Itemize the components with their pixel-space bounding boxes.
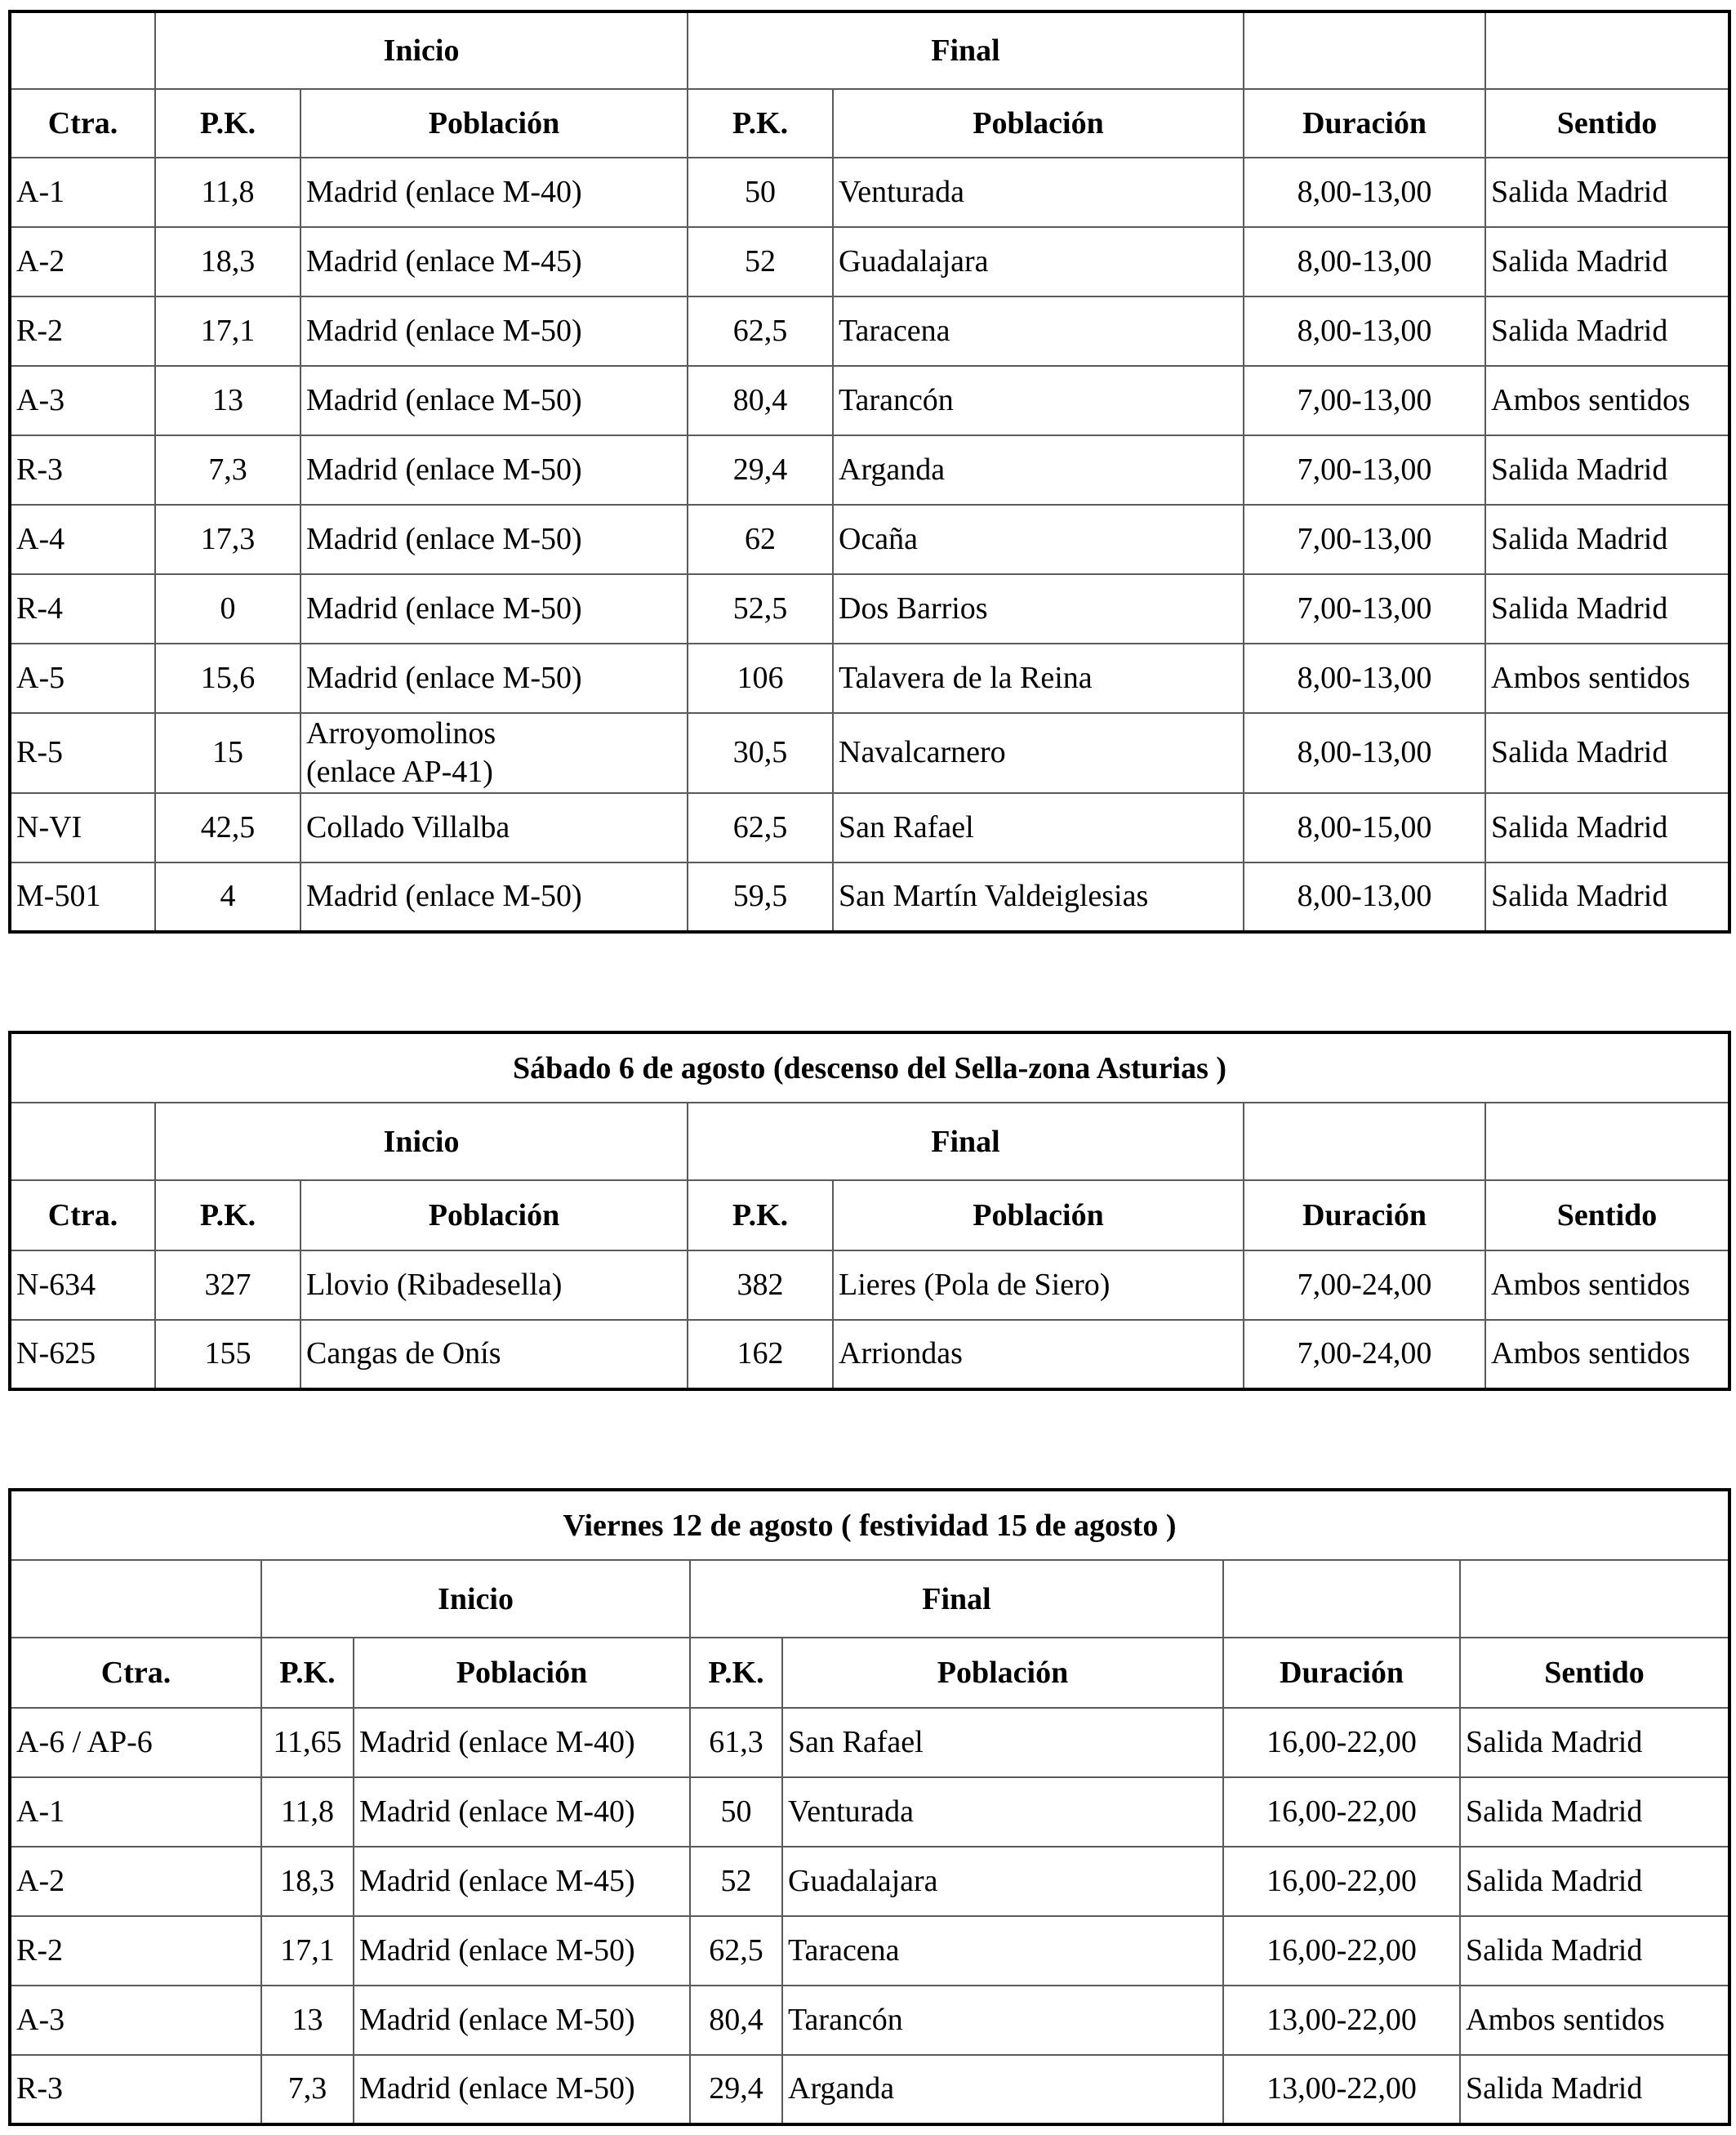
cell-pk-inicio: 327 xyxy=(155,1250,300,1320)
cell-poblacion-final: Tarancón xyxy=(833,366,1244,435)
schedule-table-3 xyxy=(8,1488,1731,2126)
cell-ctra: A-6 / AP-6 xyxy=(10,1708,261,1777)
col-header-pk-inicio: P.K. xyxy=(155,1180,300,1250)
cell-duracion: 8,00-13,00 xyxy=(1244,644,1485,713)
table-row xyxy=(10,1320,1729,1389)
cell-duracion: 16,00-22,00 xyxy=(1223,1916,1460,1986)
col-header-poblacion-final: Población xyxy=(782,1638,1223,1708)
cell-poblacion-final: Venturada xyxy=(833,158,1244,227)
cell-duracion: 16,00-22,00 xyxy=(1223,1847,1460,1916)
col-header-poblacion-final: Población xyxy=(833,89,1244,158)
group-header-row xyxy=(10,11,1729,89)
table-row xyxy=(10,1847,1729,1916)
cell-ctra: N-VI xyxy=(10,793,155,862)
cell-sentido: Salida Madrid xyxy=(1485,296,1729,366)
col-header-sentido: Sentido xyxy=(1485,1180,1729,1250)
cell-ctra: R-5 xyxy=(10,713,155,793)
cell-pk-inicio: 11,8 xyxy=(155,158,300,227)
table-title: Viernes 12 de agosto ( festividad 15 de agosto ) xyxy=(10,1490,1729,1560)
cell-poblacion-final: Taracena xyxy=(833,296,1244,366)
table-body xyxy=(10,1032,1729,1389)
cell-ctra: A-2 xyxy=(10,1847,261,1916)
cell-pk-inicio: 15,6 xyxy=(155,644,300,713)
cell-pk-inicio: 18,3 xyxy=(155,227,300,296)
cell-poblacion-inicio: Llovio (Ribadesella) xyxy=(300,1250,688,1320)
table-row xyxy=(10,296,1729,366)
cell-pk-final: 62,5 xyxy=(688,793,833,862)
table-row xyxy=(10,1250,1729,1320)
col-header-pk-final: P.K. xyxy=(688,89,833,158)
cell-sentido: Ambos sentidos xyxy=(1485,366,1729,435)
cell-duracion: 7,00-13,00 xyxy=(1244,435,1485,505)
column-header-row xyxy=(10,1180,1729,1250)
col-header-duracion: Duración xyxy=(1244,89,1485,158)
cell-sentido: Ambos sentidos xyxy=(1485,1320,1729,1389)
column-header-row xyxy=(10,1638,1729,1708)
table-row xyxy=(10,158,1729,227)
cell-poblacion-inicio: Madrid (enlace M-40) xyxy=(354,1777,690,1847)
cell-poblacion-inicio: Madrid (enlace M-45) xyxy=(354,1847,690,1916)
cell-poblacion-final: Navalcarnero xyxy=(833,713,1244,793)
cell-pk-inicio: 17,1 xyxy=(155,296,300,366)
cell-poblacion-final: Arganda xyxy=(782,2055,1223,2124)
cell-pk-inicio: 17,3 xyxy=(155,505,300,574)
cell-duracion: 7,00-24,00 xyxy=(1244,1320,1485,1389)
cell-ctra: R-3 xyxy=(10,435,155,505)
table-row xyxy=(10,366,1729,435)
cell-poblacion-inicio: Madrid (enlace M-40) xyxy=(300,158,688,227)
blank-header-cell xyxy=(10,1560,261,1638)
cell-pk-inicio: 7,3 xyxy=(261,2055,354,2124)
cell-sentido: Salida Madrid xyxy=(1485,505,1729,574)
cell-sentido: Salida Madrid xyxy=(1485,158,1729,227)
col-header-ctra: Ctra. xyxy=(10,89,155,158)
col-header-ctra: Ctra. xyxy=(10,1180,155,1250)
table-row xyxy=(10,793,1729,862)
table-row xyxy=(10,1708,1729,1777)
column-header-row xyxy=(10,89,1729,158)
cell-duracion: 13,00-22,00 xyxy=(1223,1986,1460,2055)
cell-poblacion-final: Talavera de la Reina xyxy=(833,644,1244,713)
col-header-pk-final: P.K. xyxy=(688,1180,833,1250)
cell-duracion: 8,00-13,00 xyxy=(1244,227,1485,296)
cell-duracion: 8,00-15,00 xyxy=(1244,793,1485,862)
col-header-poblacion-inicio: Población xyxy=(300,89,688,158)
inicio-header: Inicio xyxy=(155,1103,688,1180)
table-row xyxy=(10,2055,1729,2124)
cell-sentido: Salida Madrid xyxy=(1460,1777,1729,1847)
cell-pk-inicio: 11,65 xyxy=(261,1708,354,1777)
cell-poblacion-final: San Rafael xyxy=(833,793,1244,862)
cell-poblacion-inicio: Madrid (enlace M-50) xyxy=(300,435,688,505)
cell-ctra: R-2 xyxy=(10,1916,261,1986)
col-header-pk-final: P.K. xyxy=(690,1638,782,1708)
cell-pk-inicio: 18,3 xyxy=(261,1847,354,1916)
cell-ctra: A-3 xyxy=(10,366,155,435)
cell-pk-final: 80,4 xyxy=(690,1986,782,2055)
cell-ctra: N-625 xyxy=(10,1320,155,1389)
table-row xyxy=(10,862,1729,932)
cell-duracion: 13,00-22,00 xyxy=(1223,2055,1460,2124)
cell-poblacion-inicio: Madrid (enlace M-50) xyxy=(300,505,688,574)
cell-pk-final: 62,5 xyxy=(688,296,833,366)
cell-sentido: Salida Madrid xyxy=(1485,862,1729,932)
cell-pk-final: 61,3 xyxy=(690,1708,782,1777)
cell-duracion: 8,00-13,00 xyxy=(1244,296,1485,366)
cell-ctra: A-3 xyxy=(10,1986,261,2055)
table-body xyxy=(10,1490,1729,2124)
cell-pk-final: 29,4 xyxy=(690,2055,782,2124)
cell-pk-inicio: 42,5 xyxy=(155,793,300,862)
cell-duracion: 7,00-24,00 xyxy=(1244,1250,1485,1320)
cell-pk-final: 162 xyxy=(688,1320,833,1389)
cell-sentido: Salida Madrid xyxy=(1460,1916,1729,1986)
cell-ctra: M-501 xyxy=(10,862,155,932)
blank-header-cell xyxy=(1244,11,1485,89)
cell-pk-inicio: 11,8 xyxy=(261,1777,354,1847)
cell-sentido: Salida Madrid xyxy=(1485,793,1729,862)
cell-poblacion-inicio: Madrid (enlace M-50) xyxy=(300,862,688,932)
blank-header-cell xyxy=(10,11,155,89)
cell-pk-final: 52 xyxy=(688,227,833,296)
cell-duracion: 7,00-13,00 xyxy=(1244,574,1485,644)
cell-poblacion-inicio: Madrid (enlace M-50) xyxy=(354,2055,690,2124)
cell-poblacion-inicio: Madrid (enlace M-40) xyxy=(354,1708,690,1777)
cell-ctra: A-1 xyxy=(10,1777,261,1847)
group-header-row xyxy=(10,1103,1729,1180)
cell-sentido: Ambos sentidos xyxy=(1485,644,1729,713)
table-title-row xyxy=(10,1032,1729,1103)
col-header-poblacion-inicio: Población xyxy=(300,1180,688,1250)
inicio-header: Inicio xyxy=(261,1560,690,1638)
table-row xyxy=(10,1916,1729,1986)
cell-poblacion-inicio: Madrid (enlace M-50) xyxy=(300,644,688,713)
final-header: Final xyxy=(688,1103,1244,1180)
cell-pk-final: 62 xyxy=(688,505,833,574)
cell-pk-final: 80,4 xyxy=(688,366,833,435)
table-row xyxy=(10,505,1729,574)
cell-poblacion-inicio: Madrid (enlace M-50) xyxy=(300,296,688,366)
table-title-row xyxy=(10,1490,1729,1560)
col-header-poblacion-final: Población xyxy=(833,1180,1244,1250)
cell-ctra: A-5 xyxy=(10,644,155,713)
cell-duracion: 8,00-13,00 xyxy=(1244,862,1485,932)
cell-pk-final: 29,4 xyxy=(688,435,833,505)
cell-poblacion-final: Taracena xyxy=(782,1916,1223,1986)
table-row xyxy=(10,435,1729,505)
cell-ctra: A-4 xyxy=(10,505,155,574)
cell-poblacion-inicio: Collado Villalba xyxy=(300,793,688,862)
cell-poblacion-final: Arganda xyxy=(833,435,1244,505)
cell-pk-final: 30,5 xyxy=(688,713,833,793)
final-header: Final xyxy=(690,1560,1223,1638)
cell-ctra: A-2 xyxy=(10,227,155,296)
cell-sentido: Salida Madrid xyxy=(1485,574,1729,644)
cell-ctra: R-4 xyxy=(10,574,155,644)
cell-pk-final: 382 xyxy=(688,1250,833,1320)
cell-ctra: R-2 xyxy=(10,296,155,366)
cell-poblacion-inicio: Madrid (enlace M-50) xyxy=(354,1986,690,2055)
col-header-poblacion-inicio: Población xyxy=(354,1638,690,1708)
cell-pk-inicio: 13 xyxy=(155,366,300,435)
col-header-duracion: Duración xyxy=(1244,1180,1485,1250)
cell-ctra: A-1 xyxy=(10,158,155,227)
schedule-table-1 xyxy=(8,10,1731,934)
table-row xyxy=(10,227,1729,296)
cell-duracion: 7,00-13,00 xyxy=(1244,366,1485,435)
cell-pk-inicio: 4 xyxy=(155,862,300,932)
cell-poblacion-final: Guadalajara xyxy=(782,1847,1223,1916)
cell-duracion: 16,00-22,00 xyxy=(1223,1708,1460,1777)
cell-duracion: 7,00-13,00 xyxy=(1244,505,1485,574)
cell-pk-inicio: 0 xyxy=(155,574,300,644)
cell-duracion: 8,00-13,00 xyxy=(1244,158,1485,227)
cell-sentido: Salida Madrid xyxy=(1485,435,1729,505)
blank-header-cell xyxy=(10,1103,155,1180)
cell-poblacion-inicio: Madrid (enlace M-45) xyxy=(300,227,688,296)
cell-sentido: Ambos sentidos xyxy=(1485,1250,1729,1320)
cell-pk-final: 52,5 xyxy=(688,574,833,644)
table-row xyxy=(10,644,1729,713)
table-row xyxy=(10,713,1729,793)
table-row xyxy=(10,574,1729,644)
cell-poblacion-final: Lieres (Pola de Siero) xyxy=(833,1250,1244,1320)
col-header-sentido: Sentido xyxy=(1460,1638,1729,1708)
blank-header-cell xyxy=(1485,11,1729,89)
cell-poblacion-final: San Rafael xyxy=(782,1708,1223,1777)
cell-poblacion-final: Venturada xyxy=(782,1777,1223,1847)
cell-poblacion-inicio: Arroyomolinos (enlace AP-41) xyxy=(300,713,688,793)
cell-sentido: Salida Madrid xyxy=(1485,227,1729,296)
cell-pk-inicio: 17,1 xyxy=(261,1916,354,1986)
blank-header-cell xyxy=(1460,1560,1729,1638)
cell-poblacion-inicio: Cangas de Onís xyxy=(300,1320,688,1389)
schedule-table-2 xyxy=(8,1031,1731,1391)
cell-poblacion-final: San Martín Valdeiglesias xyxy=(833,862,1244,932)
cell-duracion: 16,00-22,00 xyxy=(1223,1777,1460,1847)
cell-sentido: Salida Madrid xyxy=(1460,2055,1729,2124)
cell-poblacion-final: Dos Barrios xyxy=(833,574,1244,644)
cell-ctra: R-3 xyxy=(10,2055,261,2124)
col-header-pk-inicio: P.K. xyxy=(261,1638,354,1708)
cell-sentido: Salida Madrid xyxy=(1460,1708,1729,1777)
col-header-duracion: Duración xyxy=(1223,1638,1460,1708)
cell-poblacion-final: Tarancón xyxy=(782,1986,1223,2055)
table-title: Sábado 6 de agosto (descenso del Sella-zona Asturias ) xyxy=(10,1032,1729,1103)
inicio-header: Inicio xyxy=(155,11,688,89)
cell-pk-inicio: 13 xyxy=(261,1986,354,2055)
cell-sentido: Salida Madrid xyxy=(1485,713,1729,793)
blank-header-cell xyxy=(1485,1103,1729,1180)
table-body xyxy=(10,11,1729,932)
cell-duracion: 8,00-13,00 xyxy=(1244,713,1485,793)
cell-poblacion-final: Guadalajara xyxy=(833,227,1244,296)
cell-ctra: N-634 xyxy=(10,1250,155,1320)
group-header-row xyxy=(10,1560,1729,1638)
cell-pk-inicio: 15 xyxy=(155,713,300,793)
cell-poblacion-final: Arriondas xyxy=(833,1320,1244,1389)
table-row xyxy=(10,1986,1729,2055)
cell-pk-final: 50 xyxy=(690,1777,782,1847)
col-header-ctra: Ctra. xyxy=(10,1638,261,1708)
blank-header-cell xyxy=(1244,1103,1485,1180)
cell-poblacion-final: Ocaña xyxy=(833,505,1244,574)
cell-pk-final: 52 xyxy=(690,1847,782,1916)
cell-pk-inicio: 7,3 xyxy=(155,435,300,505)
table-row xyxy=(10,1777,1729,1847)
col-header-sentido: Sentido xyxy=(1485,89,1729,158)
cell-pk-final: 106 xyxy=(688,644,833,713)
blank-header-cell xyxy=(1223,1560,1460,1638)
col-header-pk-inicio: P.K. xyxy=(155,89,300,158)
cell-poblacion-inicio: Madrid (enlace M-50) xyxy=(354,1916,690,1986)
cell-poblacion-inicio: Madrid (enlace M-50) xyxy=(300,574,688,644)
cell-pk-final: 62,5 xyxy=(690,1916,782,1986)
cell-sentido: Salida Madrid xyxy=(1460,1847,1729,1916)
cell-sentido: Ambos sentidos xyxy=(1460,1986,1729,2055)
cell-poblacion-inicio: Madrid (enlace M-50) xyxy=(300,366,688,435)
cell-pk-inicio: 155 xyxy=(155,1320,300,1389)
cell-pk-final: 59,5 xyxy=(688,862,833,932)
final-header: Final xyxy=(688,11,1244,89)
cell-pk-final: 50 xyxy=(688,158,833,227)
